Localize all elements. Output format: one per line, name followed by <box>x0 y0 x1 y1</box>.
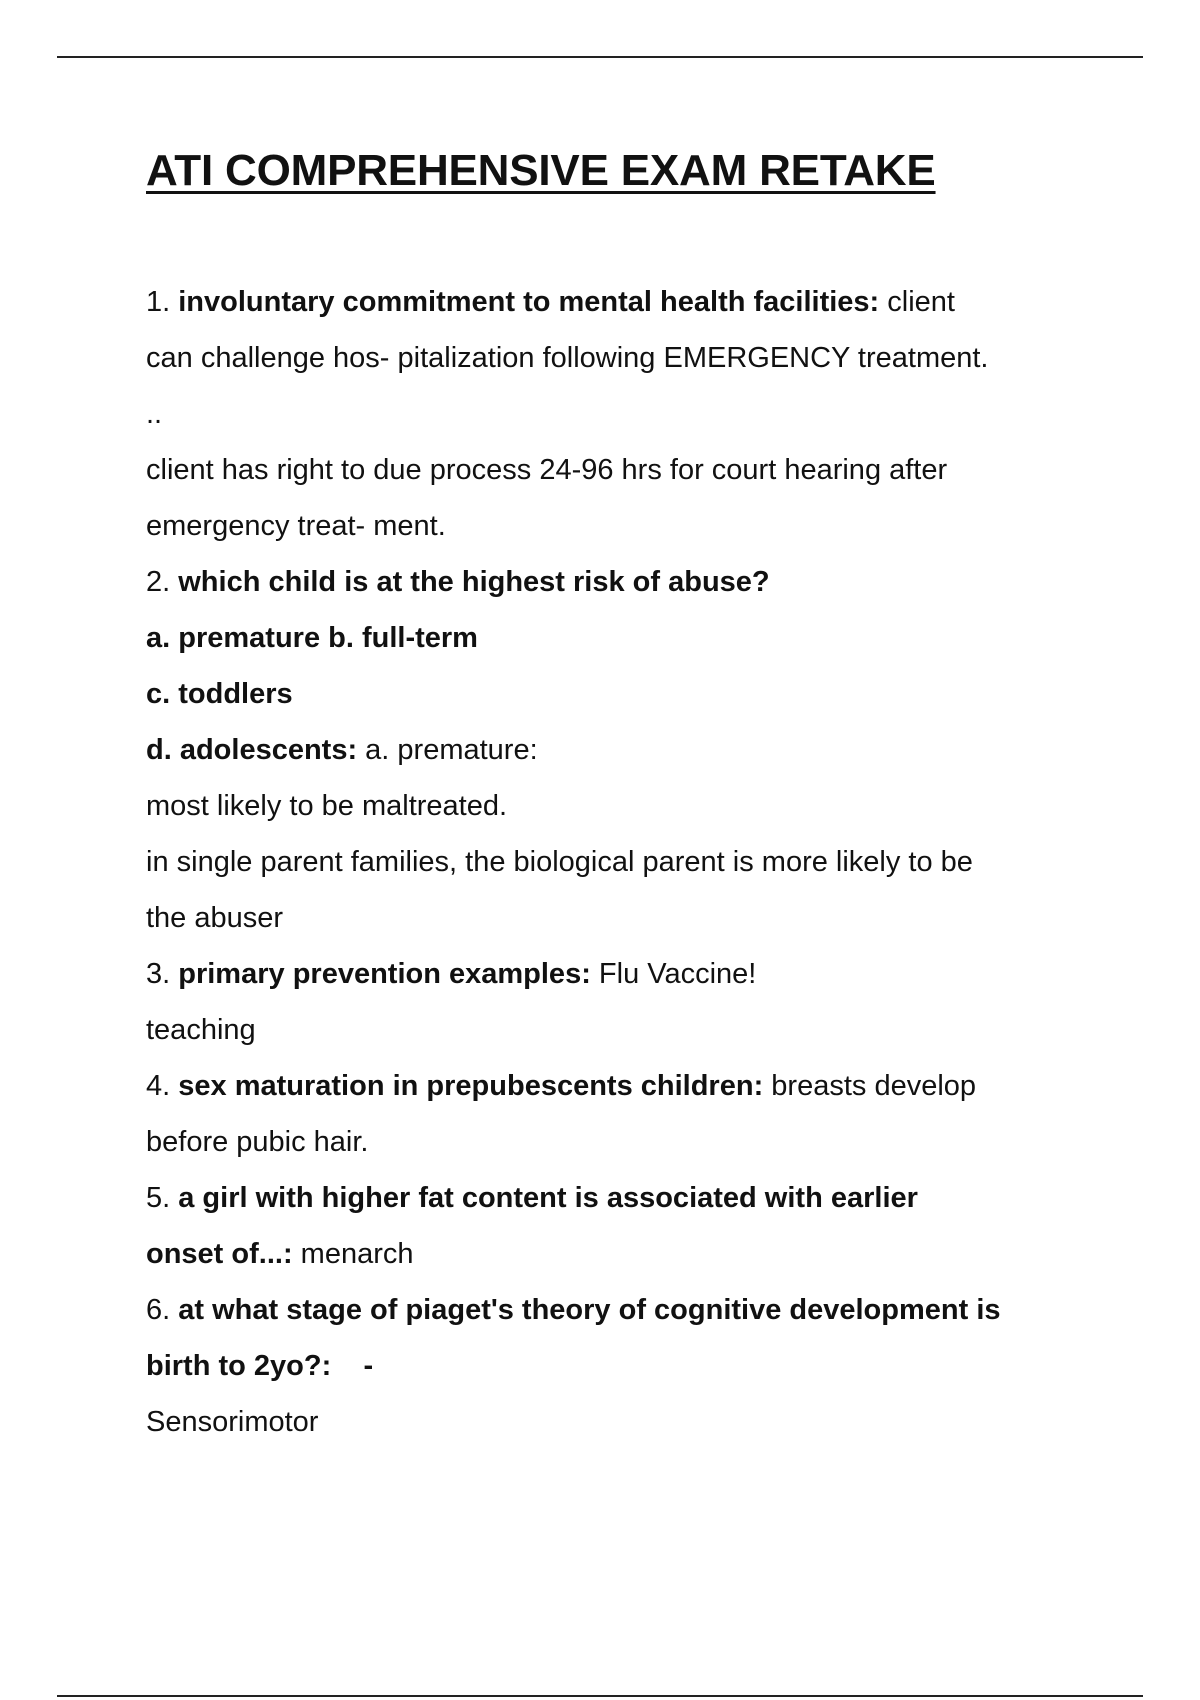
line-text: emergency treat- ment. <box>146 510 446 542</box>
line-bold-text: d. adolescents: <box>146 734 358 766</box>
document-line <box>146 1394 1096 1450</box>
document-line <box>146 778 1096 834</box>
document-line <box>146 554 1096 610</box>
document-line <box>146 610 1096 666</box>
document-line <box>146 274 1096 330</box>
line-text: a. premature: <box>357 734 538 766</box>
document-line <box>146 1058 1096 1114</box>
document-line <box>146 1170 1096 1226</box>
document-line <box>146 834 1096 890</box>
line-text: most likely to be maltreated. <box>146 790 508 822</box>
document-line <box>146 1338 1096 1394</box>
line-bold-text: c. toddlers <box>146 678 293 710</box>
document-body <box>146 274 1096 1450</box>
line-text: the abuser <box>146 902 284 934</box>
document-line <box>146 330 1096 386</box>
document-line <box>146 946 1096 1002</box>
line-text: menarch <box>292 1238 414 1270</box>
line-number: 5. <box>146 1182 179 1214</box>
line-text: .. <box>146 398 163 430</box>
document-line <box>146 890 1096 946</box>
top-rule <box>57 56 1143 58</box>
line-number: 3. <box>146 958 179 990</box>
line-bold-text: birth to 2yo?: - <box>146 1350 374 1382</box>
line-text: can challenge hos- pitalization following EMERGENCY treatment. <box>146 342 989 374</box>
document-line <box>146 1226 1096 1282</box>
line-bold-text: which child is at the highest risk of abuse? <box>178 566 770 598</box>
line-bold-text: onset of...: <box>146 1238 293 1270</box>
line-text: client has right to due process 24-96 hrs for court hearing after <box>146 454 948 486</box>
document-line <box>146 1282 1096 1338</box>
document-line <box>146 666 1096 722</box>
line-bold-text: primary prevention examples: <box>178 958 591 990</box>
document-line <box>146 498 1096 554</box>
line-text: breasts develop <box>763 1070 977 1102</box>
line-text: Flu Vaccine! <box>590 958 757 990</box>
line-number: 2. <box>146 566 179 598</box>
line-bold-text: sex maturation in prepubescents children: <box>178 1070 764 1102</box>
line-text: in single parent families, the biological parent is more likely to be <box>146 846 973 878</box>
line-bold-text: a girl with higher fat content is associated with earlier <box>178 1182 918 1214</box>
document-line <box>146 1114 1096 1170</box>
line-text: teaching <box>146 1014 256 1046</box>
line-bold-text: at what stage of piaget's theory of cognitive development is <box>178 1294 1001 1326</box>
document-line <box>146 722 1096 778</box>
line-bold-text: a. premature b. full-term <box>146 622 478 654</box>
line-text: client <box>879 286 955 318</box>
bottom-rule <box>57 1695 1143 1697</box>
document-line <box>146 1002 1096 1058</box>
line-number: 4. <box>146 1070 179 1102</box>
line-number: 6. <box>146 1294 179 1326</box>
line-bold-text: involuntary commitment to mental health facilities: <box>178 286 880 318</box>
line-text: before pubic hair. <box>146 1126 369 1158</box>
page-title: ATI COMPREHENSIVE EXAM RETAKE <box>146 146 936 195</box>
document-line <box>146 386 1096 442</box>
document-line <box>146 442 1096 498</box>
line-number: 1. <box>146 286 179 318</box>
line-text: Sensorimotor <box>146 1406 319 1438</box>
